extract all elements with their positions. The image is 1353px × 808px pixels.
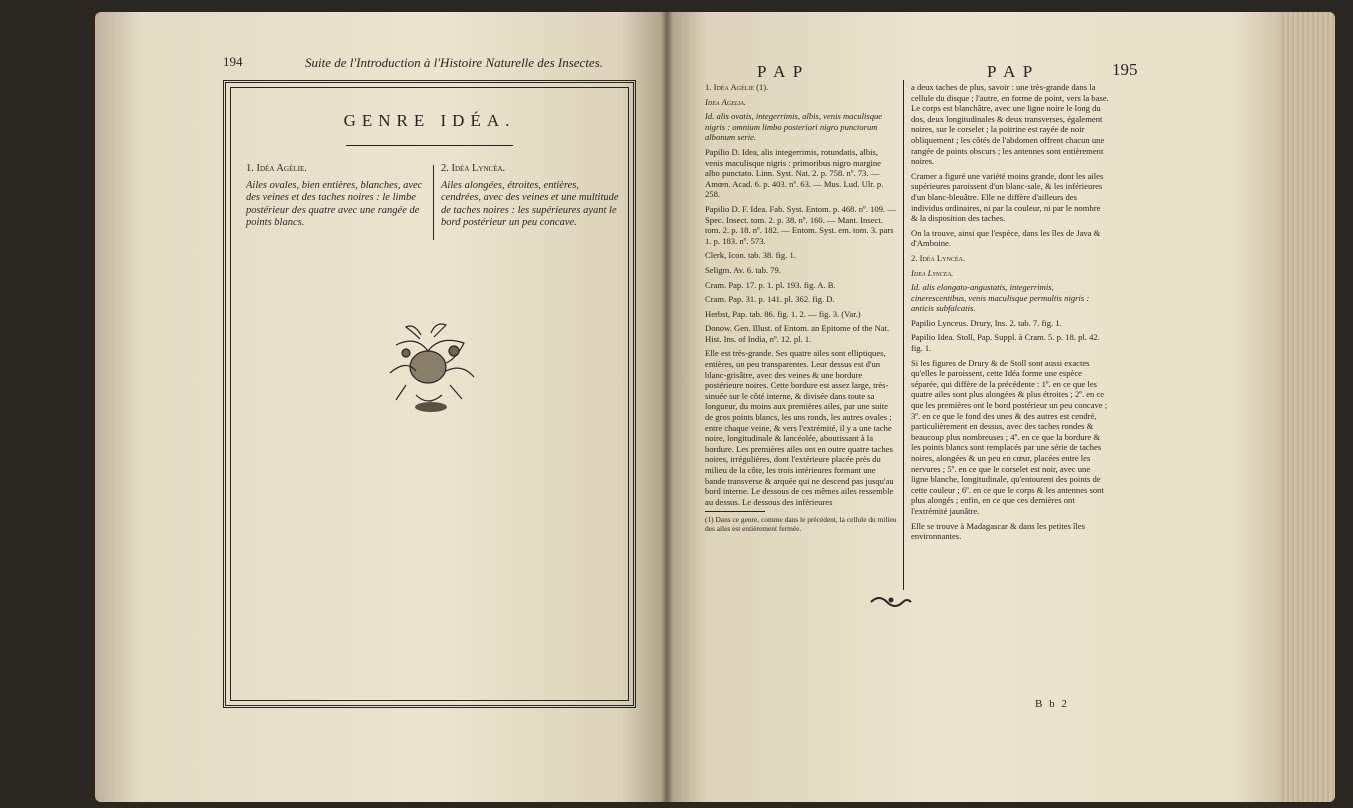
col2-para: Papilio Lynceus. Drury, Ins. 2. tab. 7. fig. 1.	[911, 317, 1062, 328]
book-gutter	[661, 12, 673, 802]
left-running-title: Suite de l'Introduction à l'Histoire Naturelle des Insectes.	[305, 55, 604, 70]
butterfly-ornament-vignette	[376, 315, 486, 415]
genre-frame	[223, 80, 636, 708]
column-divider	[433, 165, 434, 240]
page-edge-stack	[1280, 12, 1335, 802]
genre-title: GENRE IDÉA.	[343, 111, 516, 130]
col1-para: Donow. Gen. Illust. of Entom. an Epitome of the Nat. Hist. Ins. of India, nº. 12. pl. 1.	[705, 323, 890, 344]
left-page	[95, 12, 667, 802]
left-page-number: 194	[223, 54, 243, 69]
species-1-text: Ailes ovales, bien entières, blanches, avec des veines et des taches noires : le limbe postérieur des quatre avec une rangée de points blancs.	[246, 179, 423, 228]
col1-para: Cram. Pap. 31. p. 141. pl. 362. fig. D.	[705, 294, 835, 305]
column-divider-right	[903, 80, 904, 590]
col2-para: 2. Idéa Lyncéa.	[911, 252, 965, 263]
open-book	[95, 12, 1335, 802]
header-right: P A P	[987, 62, 1035, 81]
col2-para: On la trouve, ainsi que l'espèce, dans les îles de Java & d'Amboine.	[911, 227, 1101, 249]
right-page-number: 195	[1112, 60, 1138, 79]
right-column-2	[911, 82, 1109, 546]
col1-para: Elle est très-grande. Ses quatre ailes sont elliptiques, entières, un peu transparentes. Leur dessus est d'un blanc-grisâtre, avec des veines & une bordure postérieure noires. Cette bordure est assez large, très-sinuée sur le côté interne, & divisée dans toute sa longueur, du moins aux premières ailes, par une suite de gros points blancs, les uns ronds, les autres ovales ; entre chaque veine, & vers l'extrémité, il y a une tache noire, longitudinale & lancéolée, aboutissant à la bordure. Les premières ailes ont en outre quatre taches noires, irrégulières, dont l'extérieure placée près du milieu de la côte, les trois intérieures formant une bande transverse & arquée qui ne descend pas jusqu'au bord interne. Le dessous de ces mêmes ailes ressemble au dessus. Le dessous des inférieures	[705, 348, 894, 507]
species-1-block	[246, 163, 424, 234]
col1-para: Id. alis ovatis, integerrimis, albis, venis maculisque nigris : omnium limbo posteriori nigro punctorum albonum serie.	[705, 111, 883, 143]
col1-para: Seligm. Av. 6. tab. 79.	[705, 264, 781, 275]
col2-para: Papilio Idea. Stoll, Pap. Suppl. à Cram. 5. p. 18. pl. 42. fig. 1.	[911, 332, 1100, 354]
title-rule	[346, 145, 513, 146]
right-page	[667, 12, 1335, 802]
col1-para: Herbst, Pap. tab. 86. fig. 1. 2. — fig. 3. (Var.)	[705, 308, 861, 319]
col1-para: Idea Agelia.	[705, 96, 746, 107]
col2-para: Elle se trouve à Madagascar & dans les petites îles environnantes.	[911, 520, 1085, 542]
signature-mark: B b 2	[1035, 698, 1069, 710]
species-2-title: 2. Idéa Lyncéa.	[441, 163, 506, 174]
species-2-text: Ailes alongées, étroites, entières, cendrées, avec des veines et une multitude de taches noires : les supérieures ayant le bord postérieur un peu concave.	[441, 179, 619, 228]
col1-para: Papilio D. F. Idea. Fab. Syst. Entom. p. 468. nº. 109. — Spec. Insect. tom. 2. p. 38. nº. 160. — Mant. Insect. tom. 2. p. 18. nº. 182. — Entom. Syst. em. tom. 3. pars 1. p. 183. nº. 573.	[705, 203, 896, 246]
tailpiece-ornament	[867, 592, 915, 612]
header-left: P A P	[757, 62, 805, 81]
col2-para: a deux taches de plus, savoir : une très-grande dans la cellule du disque ; l'autre, en forme de point, vers la base. Le corps est blanchâtre, avec une ligne noire le long du dos, deux longitudinales & deux transverses, également noires, sur le corselet ; la poitrine est rayée de noir obliquement ; les côtés de l'abdomen offrent chacun une rangée de points obscurs ; les antennes sont entièrement noires.	[911, 82, 1109, 167]
col2-para: Idea Lyncea.	[911, 267, 954, 278]
col1-para: Papilio D. Idea, alis integerrimis, rotundatis, albis, venis maculisque nigris : primoribus nigro margine albo punctato. Linn. Syst. Nat. 2. p. 758. nº. 73. — Amœn. Acad. 6. p. 403. nº. 63. — Mus. Lud. Ulr. p. 258.	[705, 146, 884, 200]
col1-para: Cram. Pap. 17. p. 1. pl. 193. fig. A. B.	[705, 279, 836, 290]
species-2-block	[441, 163, 619, 234]
species-1-title: 1. Idéa Agélie.	[246, 163, 307, 174]
col1-para: 1. Idéa Agélie (1).	[705, 82, 769, 92]
right-column-1	[705, 82, 897, 537]
footnote-rule	[705, 511, 765, 512]
col2-para: Cramer a figuré une variété moins grande, dont les ailes supérieures paroissent d'un blanc-sale, & les inférieures d'un blanc-bleuâtre. Elle ne diffère d'ailleurs des individus ordinaires, ni par la couleur, ni par le nombre & la disposition des taches.	[911, 170, 1104, 224]
col2-para: Si les figures de Drury & de Stoll sont aussi exactes qu'elles le paroissent, cette Idéa forme une espèce séparée, qui diffère de la précédente : 1º. en ce que les quatre ailes sont plus alongées & plus étroites ; 2º. en ce que les premières ont le bord postérieur un peu concave ; 3º. en ce que le fond des unes & des autres est cendré, particulièrement en dessus, avec des taches rondes & beaucoup plus nombreuses ; 4º. en ce que la bordure & les points blancs sont remplacés par une série de taches noires, alongées & un peu en cœur, placées entre les nervures ; 5º. en ce que le corselet est noir, avec une ligne blanche, longitudinale, qu'entourent des points de cette couleur ; 6º. en ce que le corps & les antennes sont plus alongés ; enfin, en ce que ces dernières ont l'extrémité jaunâtre.	[911, 357, 1108, 516]
col2-para: Id. alis elongato-angustatis, integerrimis, cinerescentibus, venis maculisque permultis nigris : anticis subfalcatis.	[911, 282, 1090, 314]
footnote: (1) Dans ce genre, comme dans le précédent, la cellule du milieu des ailes est entièrement fermée.	[705, 515, 897, 534]
col1-para: Clerk, Icon. tab. 38. fig. 1.	[705, 250, 796, 261]
